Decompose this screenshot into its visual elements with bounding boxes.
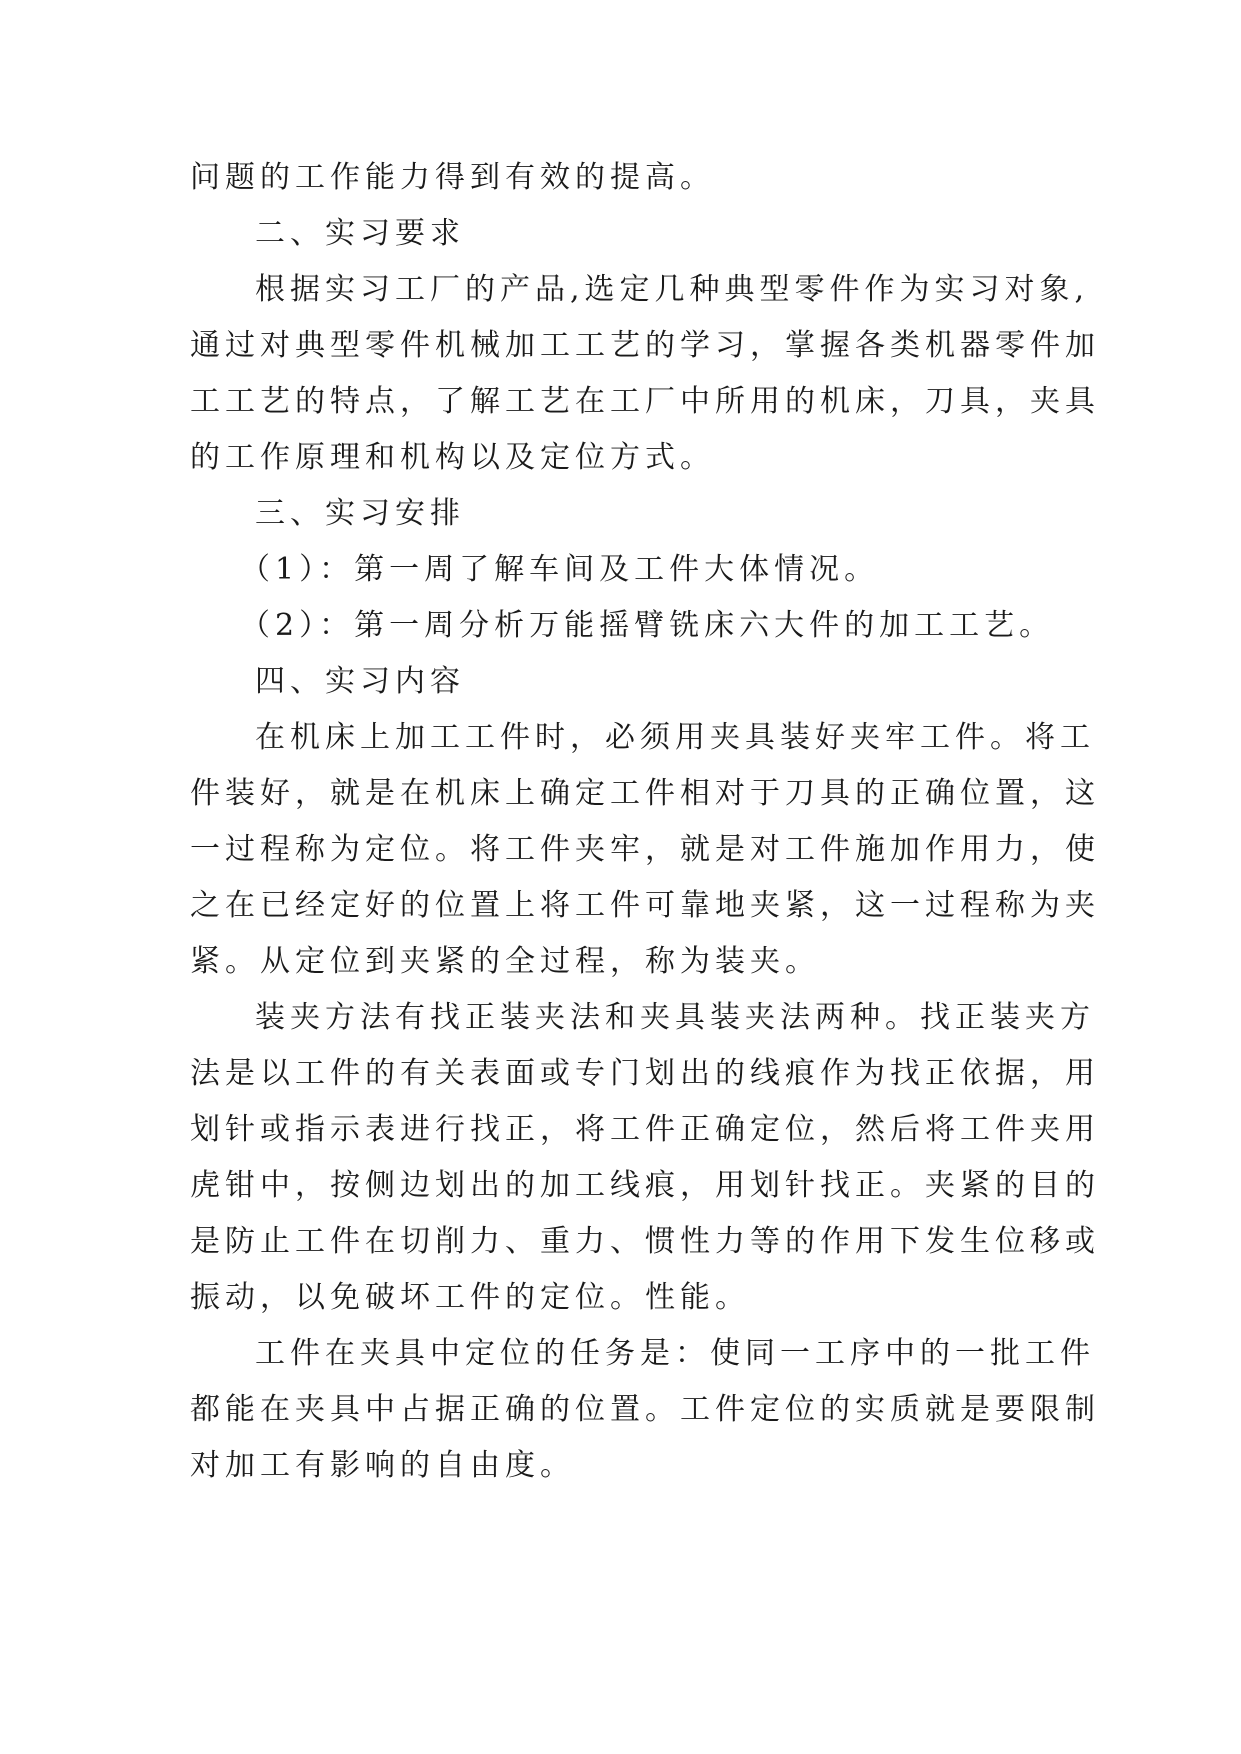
text-line: 都能在夹具中占据正确的位置。工件定位的实质就是要限制	[190, 1392, 1100, 1427]
list-item: （1）：第一周了解车间及工件大体情况。	[240, 552, 880, 587]
text-line: 在机床上加工工件时，必须用夹具装好夹牢工件。将工	[255, 720, 1095, 755]
text-line: 之在已经定好的位置上将工件可靠地夹紧，这一过程称为夹	[190, 888, 1100, 923]
section-heading: 四、实习内容	[255, 664, 465, 699]
text-line: 工件在夹具中定位的任务是：使同一工序中的一批工件	[255, 1336, 1095, 1371]
text-line: 件装好，就是在机床上确定工件相对于刀具的正确位置，这	[190, 776, 1100, 811]
text-line: 对加工有影响的自由度。	[190, 1448, 575, 1483]
text-line: 振动，以免破坏工件的定位。性能。	[190, 1280, 750, 1315]
text-line: 紧。从定位到夹紧的全过程，称为装夹。	[190, 944, 820, 979]
text-line: 通过对典型零件机械加工工艺的学习，掌握各类机器零件加	[190, 328, 1100, 363]
text-line: 问题的工作能力得到有效的提高。	[190, 160, 715, 195]
text-line: 法是以工件的有关表面或专门划出的线痕作为找正依据，用	[190, 1056, 1100, 1091]
text-line: 的工作原理和机构以及定位方式。	[190, 440, 715, 475]
text-line: 一过程称为定位。将工件夹牢，就是对工件施加作用力，使	[190, 832, 1100, 867]
text-line: 是防止工件在切削力、重力、惯性力等的作用下发生位移或	[190, 1224, 1100, 1259]
text-line: 装夹方法有找正装夹法和夹具装夹法两种。找正装夹方	[255, 1000, 1095, 1035]
list-item: （2）：第一周分析万能摇臂铣床六大件的加工工艺。	[240, 608, 1055, 643]
text-line: 根据实习工厂的产品,选定几种典型零件作为实习对象,	[255, 272, 1090, 307]
section-heading: 二、实习要求	[255, 216, 465, 251]
section-heading: 三、实习安排	[255, 496, 465, 531]
text-line: 工工艺的特点，了解工艺在工厂中所用的机床，刀具，夹具	[190, 384, 1100, 419]
text-line: 划针或指示表进行找正，将工件正确定位，然后将工件夹用	[190, 1112, 1100, 1147]
text-line: 虎钳中，按侧边划出的加工线痕，用划针找正。夹紧的目的	[190, 1168, 1100, 1203]
